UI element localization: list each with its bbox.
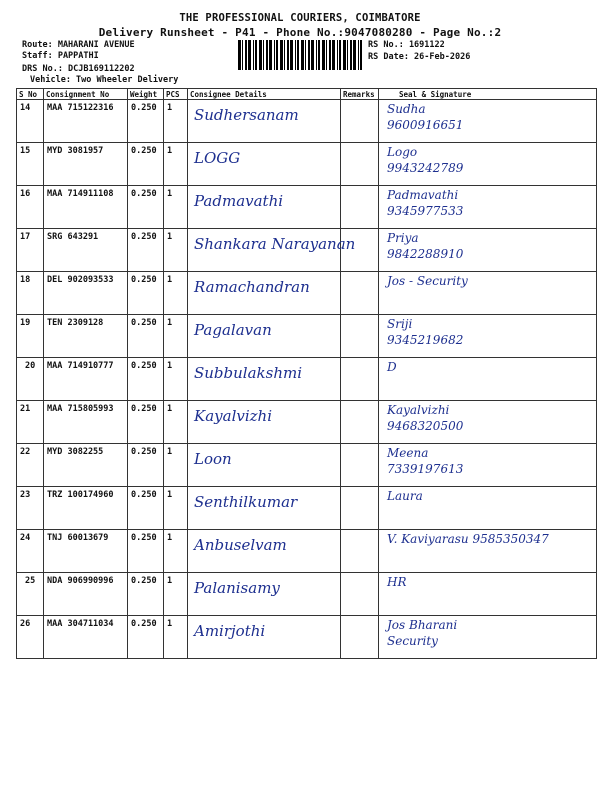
table-row	[17, 616, 597, 659]
signature-phone-handwriting: Security	[387, 634, 438, 648]
cell-consignee	[188, 143, 341, 186]
cell-consignee	[188, 186, 341, 229]
cell-pcs: 1	[164, 487, 188, 530]
col-signature: Seal & Signature	[379, 89, 597, 100]
cell-pcs: 1	[164, 616, 188, 659]
cell-weight: 0.250	[128, 444, 164, 487]
consignee-handwriting: Sudhersanam	[194, 106, 299, 124]
cell-signature	[379, 530, 597, 573]
cell-pcs: 1	[164, 100, 188, 143]
cell-consignment-no: TNJ 60013679	[44, 530, 128, 573]
cell-weight: 0.250	[128, 100, 164, 143]
table-row	[17, 573, 597, 616]
table-row	[17, 229, 597, 272]
table-row	[17, 444, 597, 487]
signature-handwriting: V. Kaviyarasu 9585350347	[387, 532, 549, 546]
cell-sno: 14	[17, 100, 44, 143]
cell-remarks	[341, 530, 379, 573]
table-row	[17, 487, 597, 530]
table-row	[17, 315, 597, 358]
runsheet-table	[16, 88, 597, 659]
signature-handwriting: HR	[387, 575, 407, 589]
cell-signature	[379, 229, 597, 272]
drs-label: DRS No.: DCJB169112202	[22, 64, 135, 74]
consignee-handwriting: Ramachandran	[194, 278, 310, 296]
cell-remarks	[341, 186, 379, 229]
consignee-handwriting: Anbuselvam	[194, 536, 287, 554]
cell-weight: 0.250	[128, 616, 164, 659]
cell-weight: 0.250	[128, 272, 164, 315]
consignee-handwriting: Palanisamy	[194, 579, 280, 597]
consignee-handwriting: Subbulakshmi	[194, 364, 303, 382]
cell-consignee	[188, 272, 341, 315]
cell-consignee	[188, 401, 341, 444]
cell-remarks	[341, 315, 379, 358]
rs-date: RS Date: 26-Feb-2026	[368, 52, 471, 62]
table-row	[17, 143, 597, 186]
cell-remarks	[341, 143, 379, 186]
table-row	[17, 401, 597, 444]
signature-handwriting: Priya	[387, 231, 419, 245]
cell-consignment-no: MYD 3082255	[44, 444, 128, 487]
cell-consignment-no: DEL 902093533	[44, 272, 128, 315]
cell-consignee	[188, 530, 341, 573]
cell-pcs: 1	[164, 401, 188, 444]
cell-consignee	[188, 315, 341, 358]
cell-weight: 0.250	[128, 401, 164, 444]
table-row	[17, 530, 597, 573]
cell-consignment-no: MAA 715122316	[44, 100, 128, 143]
cell-signature	[379, 315, 597, 358]
cell-signature	[379, 100, 597, 143]
cell-consignment-no: NDA 906990996	[44, 573, 128, 616]
col-weight: Weight	[128, 89, 164, 100]
cell-sno: 16	[17, 186, 44, 229]
consignee-handwriting: Padmavathi	[194, 192, 284, 210]
staff-label: Staff: PAPPATHI	[22, 51, 99, 61]
cell-consignment-no: MAA 715805993	[44, 401, 128, 444]
cell-pcs: 1	[164, 229, 188, 272]
cell-sno: 22	[17, 444, 44, 487]
cell-consignment-no: TEN 2309128	[44, 315, 128, 358]
cell-pcs: 1	[164, 315, 188, 358]
cell-sno: 26	[17, 616, 44, 659]
cell-consignee	[188, 573, 341, 616]
consignee-handwriting: LOGG	[194, 149, 241, 167]
cell-remarks	[341, 100, 379, 143]
rs-number: RS No.: 1691122	[368, 40, 445, 50]
consignee-handwriting: Senthilkumar	[194, 493, 298, 511]
cell-signature	[379, 616, 597, 659]
table-row	[17, 186, 597, 229]
signature-handwriting: Laura	[387, 489, 423, 503]
cell-consignee	[188, 358, 341, 401]
route-label: Route: MAHARANI AVENUE	[22, 40, 135, 50]
col-consignee: Consignee Details	[188, 89, 341, 100]
signature-handwriting: Logo	[387, 145, 418, 159]
cell-consignment-no: TRZ 100174960	[44, 487, 128, 530]
signature-handwriting: Jos Bharani	[387, 618, 458, 632]
cell-remarks	[341, 487, 379, 530]
cell-signature	[379, 573, 597, 616]
cell-signature	[379, 272, 597, 315]
cell-signature	[379, 143, 597, 186]
col-pcs: PCS	[164, 89, 188, 100]
cell-weight: 0.250	[128, 229, 164, 272]
signature-phone-handwriting: 7339197613	[387, 462, 464, 476]
signature-phone-handwriting: 9842288910	[387, 247, 464, 261]
runsheet-subtitle: Delivery Runsheet - P41 - Phone No.:9047080280 - Page No.:2	[98, 26, 502, 39]
signature-phone-handwriting: 9345219682	[387, 333, 464, 347]
cell-remarks	[341, 272, 379, 315]
cell-remarks	[341, 573, 379, 616]
cell-consignment-no: MAA 714911108	[44, 186, 128, 229]
signature-handwriting: Jos - Security	[387, 274, 468, 288]
cell-consignment-no: MAA 714910777	[44, 358, 128, 401]
cell-remarks	[341, 444, 379, 487]
col-remarks: Remarks	[341, 89, 379, 100]
cell-consignment-no: SRG 643291	[44, 229, 128, 272]
cell-pcs: 1	[164, 272, 188, 315]
cell-sno: 24	[17, 530, 44, 573]
cell-consignment-no: MAA 304711034	[44, 616, 128, 659]
consignee-handwriting: Loon	[194, 450, 232, 468]
cell-weight: 0.250	[128, 186, 164, 229]
cell-sno: 25	[17, 573, 44, 616]
signature-handwriting: Sriji	[387, 317, 413, 331]
cell-remarks	[341, 229, 379, 272]
signature-phone-handwriting: 9345977533	[387, 204, 464, 218]
consignee-handwriting: Amirjothi	[194, 622, 266, 640]
cell-consignee	[188, 487, 341, 530]
cell-pcs: 1	[164, 358, 188, 401]
cell-sno: 15	[17, 143, 44, 186]
cell-pcs: 1	[164, 186, 188, 229]
cell-pcs: 1	[164, 444, 188, 487]
cell-consignee	[188, 100, 341, 143]
cell-consignee	[188, 616, 341, 659]
signature-handwriting: Kayalvizhi	[387, 403, 450, 417]
cell-remarks	[341, 616, 379, 659]
cell-pcs: 1	[164, 573, 188, 616]
barcode-image	[238, 40, 364, 70]
cell-sno: 19	[17, 315, 44, 358]
cell-weight: 0.250	[128, 358, 164, 401]
table-row	[17, 272, 597, 315]
col-sno: S No	[17, 89, 44, 100]
cell-signature	[379, 358, 597, 401]
cell-sno: 23	[17, 487, 44, 530]
cell-signature	[379, 444, 597, 487]
signature-phone-handwriting: 9600916651	[387, 118, 464, 132]
cell-sno: 21	[17, 401, 44, 444]
cell-pcs: 1	[164, 530, 188, 573]
consignee-handwriting: Pagalavan	[194, 321, 272, 339]
cell-sno: 17	[17, 229, 44, 272]
cell-signature	[379, 487, 597, 530]
cell-consignee	[188, 229, 356, 272]
company-title: THE PROFESSIONAL COURIERS, COIMBATORE	[179, 12, 421, 24]
signature-handwriting: D	[387, 360, 397, 374]
cell-remarks	[341, 401, 379, 444]
cell-signature	[379, 186, 597, 229]
signature-handwriting: Sudha	[387, 102, 426, 116]
cell-weight: 0.250	[128, 487, 164, 530]
cell-remarks	[341, 358, 379, 401]
cell-weight: 0.250	[128, 573, 164, 616]
signature-phone-handwriting: 9468320500	[387, 419, 464, 433]
table-header-row	[17, 89, 597, 100]
cell-weight: 0.250	[128, 315, 164, 358]
cell-sno: 18	[17, 272, 44, 315]
consignee-handwriting: Shankara Narayanan	[194, 235, 356, 253]
cell-weight: 0.250	[128, 143, 164, 186]
cell-consignment-no: MYD 3081957	[44, 143, 128, 186]
vehicle-label: Vehicle: Two Wheeler Delivery	[30, 75, 179, 85]
cell-sno: 20	[17, 358, 44, 401]
signature-phone-handwriting: 9943242789	[387, 161, 464, 175]
consignee-handwriting: Kayalvizhi	[194, 407, 272, 425]
table-row	[17, 100, 597, 143]
table-row	[17, 358, 597, 401]
signature-handwriting: Meena	[387, 446, 429, 460]
cell-consignee	[188, 444, 341, 487]
cell-signature	[379, 401, 597, 444]
signature-handwriting: Padmavathi	[387, 188, 459, 202]
cell-weight: 0.250	[128, 530, 164, 573]
cell-pcs: 1	[164, 143, 188, 186]
col-consignment: Consignment No	[44, 89, 128, 100]
